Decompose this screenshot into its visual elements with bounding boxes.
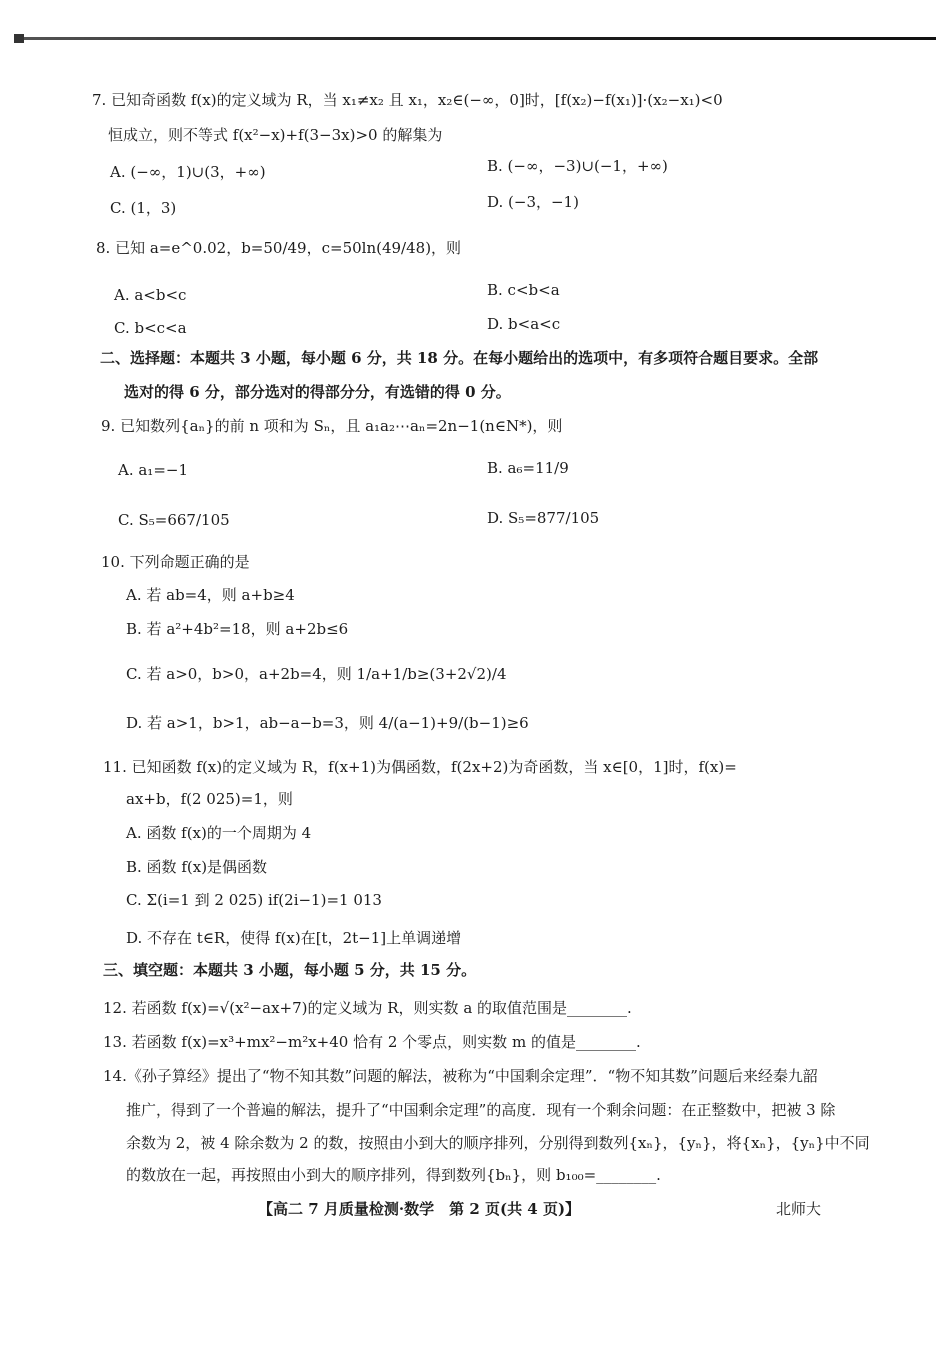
- q9-stem: 9. 已知数列{aₙ}的前 n 项和为 Sₙ，且 a₁a₂⋯aₙ=2n−1(n∈N*)，则: [101, 417, 563, 435]
- q10-option-c: C. 若 a>0，b>0，a+2b=4，则 1/a+1/b≥(3+2√2)/4: [126, 665, 507, 683]
- q8-option-c: C. b<c<a: [114, 319, 187, 337]
- q11-option-a: A. 函数 f(x)的一个周期为 4: [126, 824, 312, 842]
- q9-option-d: D. S₅=877/105: [487, 509, 600, 527]
- q11-option-d: D. 不存在 t∈R，使得 f(x)在[t，2t−1]上单调递增: [126, 929, 462, 947]
- footer-edition: 北师大: [776, 1200, 822, 1218]
- q8-option-a: A. a<b<c: [114, 286, 187, 304]
- section2-heading-line2: 选对的得 6 分，部分选对的得部分分，有选错的得 0 分。: [124, 383, 511, 401]
- q7-option-d: D. (−3，−1): [487, 193, 579, 211]
- q7-stem-line1: 7. 已知奇函数 f(x)的定义域为 R，当 x₁≠x₂ 且 x₁，x₂∈(−∞，0]时，[f(x₂)−f(x₁)]·(x₂−x₁)<0: [92, 91, 723, 109]
- q14-line4: 的数放在一起，再按照由小到大的顺序排列，得到数列{bₙ}，则 b₁₀₀=________.: [126, 1166, 661, 1184]
- q14-line1: 14.《孙子算经》提出了“物不知其数”问题的解法，被称为“中国剩余定理”．“物不知其数”问题后来经秦九韶: [103, 1067, 818, 1085]
- q14-line2: 推广，得到了一个普遍的解法，提升了“中国剩余定理”的高度．现有一个剩余问题：在正整数中，把被 3 除: [126, 1101, 836, 1119]
- q11-option-c: C. Σ(i=1 到 2 025) if(2i−1)=1 013: [126, 891, 382, 909]
- q7-option-b: B. (−∞，−3)∪(−1，+∞): [487, 157, 668, 175]
- q9-option-b: B. a₆=11/9: [487, 459, 569, 477]
- q11-stem-line2: ax+b，f(2 025)=1，则: [126, 790, 293, 808]
- section2-heading-line1: 二、选择题：本题共 3 小题，每小题 6 分，共 18 分。在每小题给出的选项中，有多项符合题目要求。全部: [100, 349, 819, 367]
- q10-option-d: D. 若 a>1，b>1，ab−a−b=3，则 4/(a−1)+9/(b−1)≥6: [126, 714, 529, 732]
- q11-stem-line1: 11. 已知函数 f(x)的定义域为 R，f(x+1)为偶函数，f(2x+2)为奇函数，当 x∈[0，1]时，f(x)=: [103, 758, 737, 776]
- q11-option-b: B. 函数 f(x)是偶函数: [126, 858, 268, 876]
- q10-stem: 10. 下列命题正确的是: [101, 553, 250, 571]
- q10-option-a: A. 若 ab=4，则 a+b≥4: [126, 586, 295, 604]
- q12-stem: 12. 若函数 f(x)=√(x²−ax+7)的定义域为 R，则实数 a 的取值范围是________.: [103, 999, 632, 1017]
- footer-page-info: 【高二 7 月质量检测·数学 第 2 页(共 4 页)】: [258, 1200, 581, 1218]
- q8-option-d: D. b<a<c: [487, 315, 561, 333]
- q7-stem-line2: 恒成立，则不等式 f(x²−x)+f(3−3x)>0 的解集为: [108, 126, 443, 144]
- q9-option-a: A. a₁=−1: [118, 461, 189, 479]
- q7-option-a: A. (−∞，1)∪(3，+∞): [110, 163, 266, 181]
- q14-line3: 余数为 2，被 4 除余数为 2 的数，按照由小到大的顺序排列，分别得到数列{xₙ}，{yₙ}，将{xₙ}，{yₙ}中不同: [126, 1134, 870, 1152]
- q13-stem: 13. 若函数 f(x)=x³+mx²−m²x+40 恰有 2 个零点，则实数 m 的值是________.: [103, 1033, 641, 1051]
- top-border-rule: [14, 37, 936, 40]
- q9-option-c: C. S₅=667/105: [118, 511, 230, 529]
- q8-stem: 8. 已知 a=e^0.02，b=50/49，c=50ln(49/48)，则: [96, 239, 462, 257]
- q10-option-b: B. 若 a²+4b²=18，则 a+2b≤6: [126, 620, 349, 638]
- q7-option-c: C. (1，3): [110, 199, 177, 217]
- section3-heading: 三、填空题：本题共 3 小题，每小题 5 分，共 15 分。: [103, 961, 477, 979]
- q8-option-b: B. c<b<a: [487, 281, 560, 299]
